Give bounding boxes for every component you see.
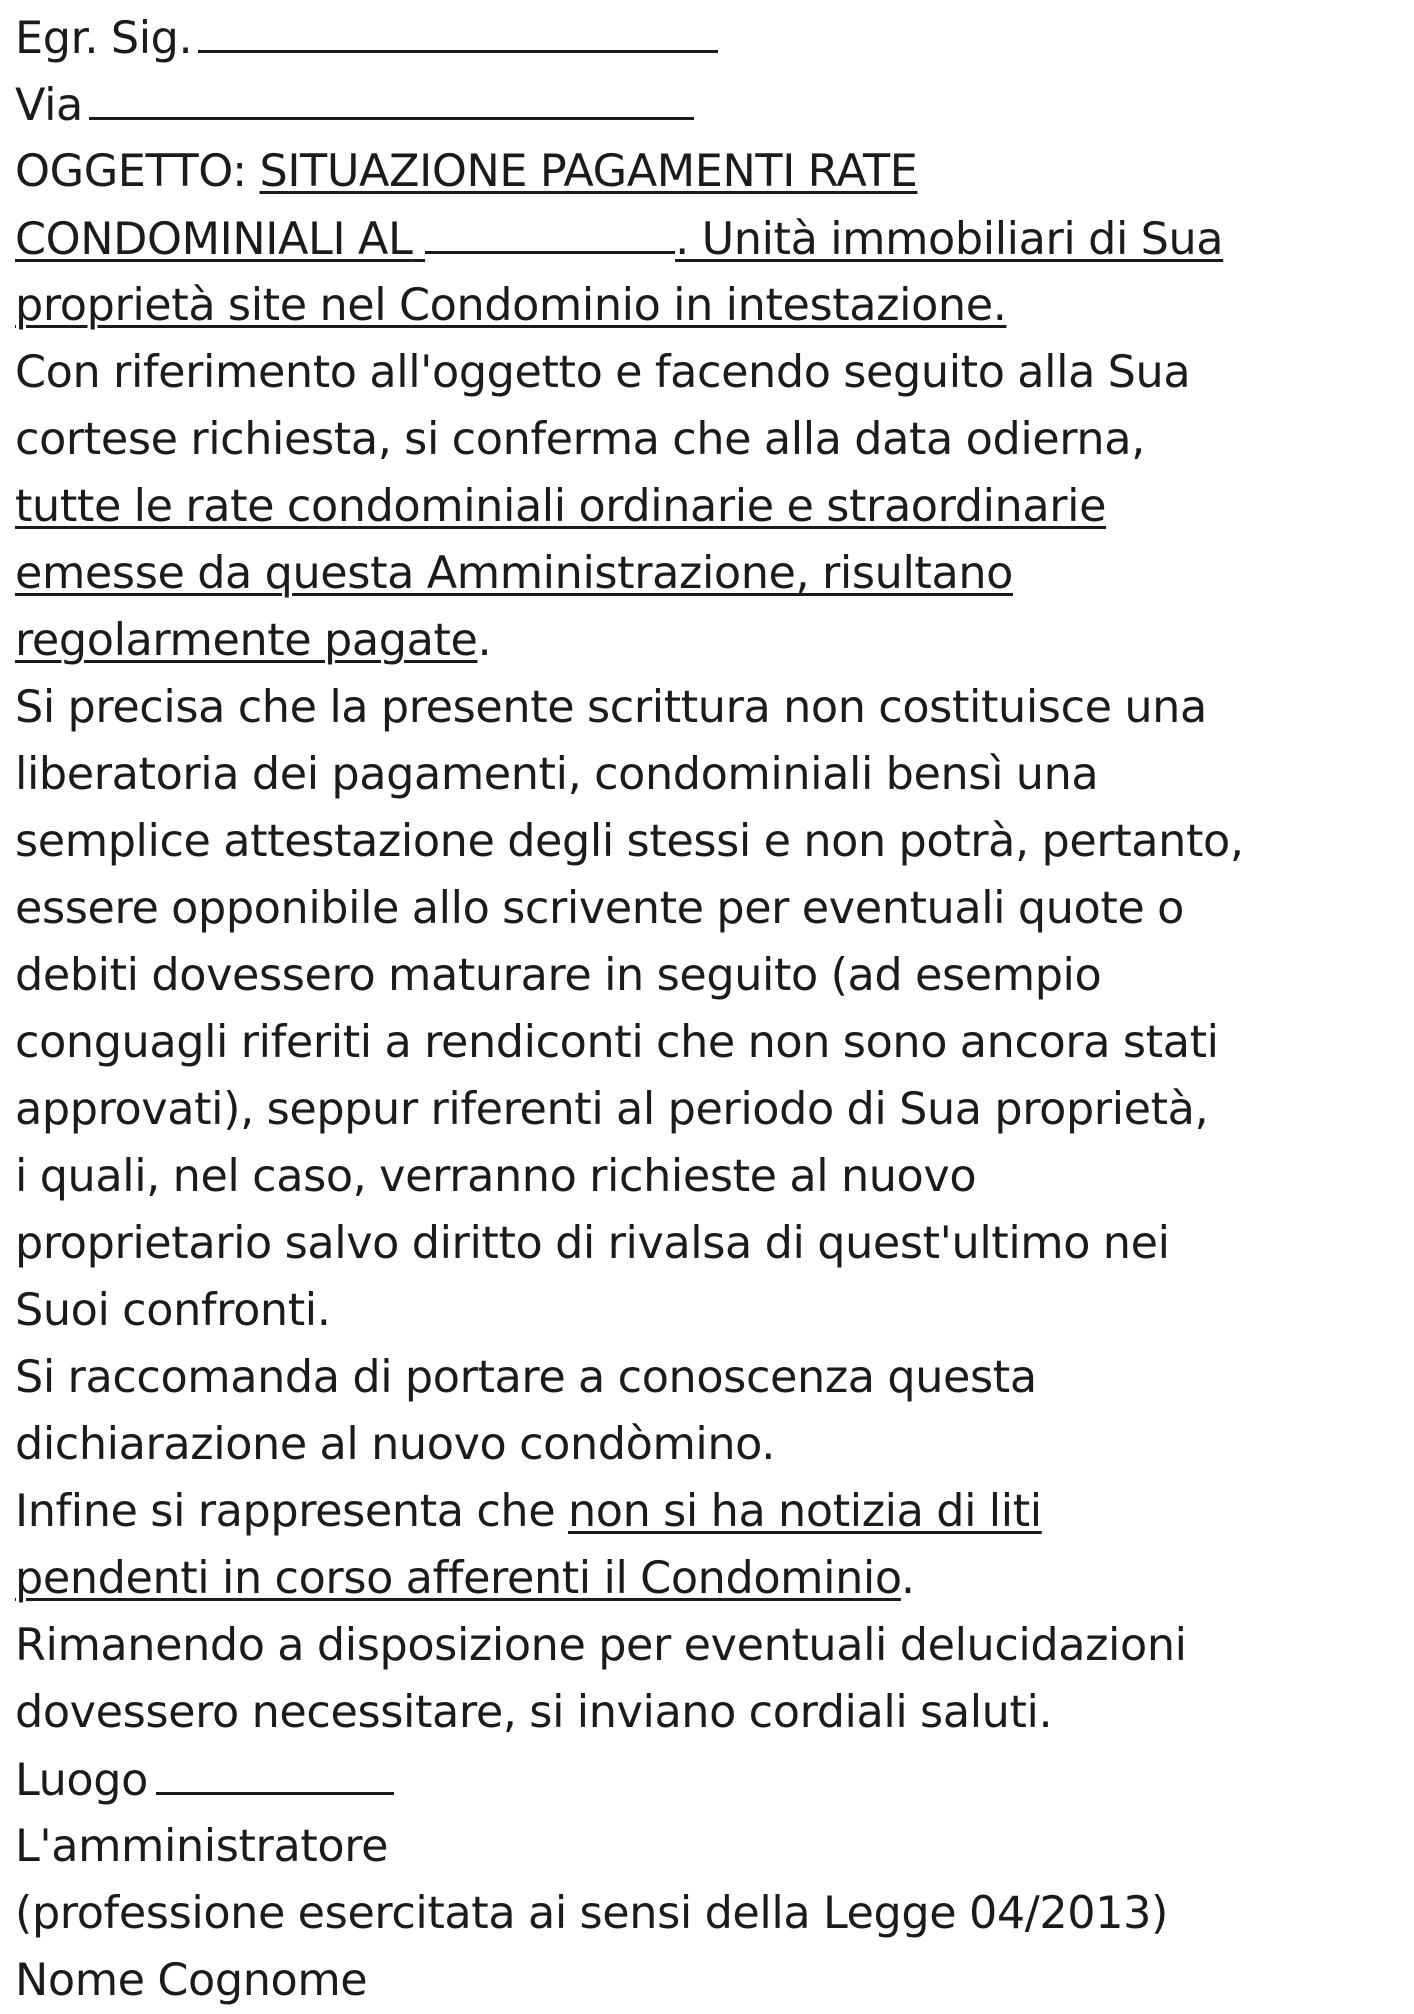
recipient-name-line (15, 4, 1405, 71)
law-note: (professione esercitata ai sensi della Legge 04/2013) (15, 1888, 1168, 1939)
street-label: Via (15, 80, 83, 131)
body-line: Suoi confronti. (15, 1285, 331, 1336)
place-line (15, 1746, 1405, 1813)
subject-date-blank (425, 205, 675, 254)
body-line: proprietario salvo diritto di rivalsa di quest'ultimo nei (15, 1218, 1170, 1269)
body-line: approvati), seppur riferenti al periodo di Sua proprietà, (15, 1084, 1209, 1135)
body-line: Con riferimento all'oggetto e facendo seguito alla Sua (15, 347, 1191, 398)
subject-line-1 (15, 138, 1405, 205)
body-underlined-text: regolarmente pagate (15, 615, 478, 666)
body-line: debiti dovessero maturare in seguito (ad esempio (15, 950, 1102, 1001)
body-underlined-text: non si ha notizia di liti (567, 1486, 1042, 1537)
body-line (15, 473, 1405, 540)
body-line: Si raccomanda di portare a conoscenza questa (15, 1352, 1037, 1403)
recipient-street-line (15, 71, 1405, 138)
place-blank (156, 1746, 394, 1795)
body-line: conguagli riferiti a rendiconti che non sono ancora stati (15, 1017, 1219, 1068)
signature-role: L'amministratore (15, 1821, 389, 1872)
body-line: essere opponibile allo scrivente per eventuali quote o (15, 883, 1184, 934)
signature-name: Nome Cognome (15, 1955, 368, 2006)
subject-line-2 (15, 205, 1405, 272)
subject-label: OGGETTO: (15, 146, 247, 197)
body-line: regolarmente pagate. (15, 615, 492, 666)
letter-document (15, 4, 1405, 2014)
salutation-text: Egr. Sig. (15, 13, 193, 64)
recipient-street-blank (89, 71, 694, 120)
body-line: liberatoria dei pagamenti, condominiali bensì una (15, 749, 1099, 800)
subject-line-3 (15, 272, 1405, 339)
body-line: Si precisa che la presente scrittura non costituisce una (15, 682, 1207, 733)
body-line: Rimanendo a disposizione per eventuali delucidazioni (15, 1620, 1187, 1671)
body-line: dovessero necessitare, si inviano cordiali saluti. (15, 1687, 1053, 1738)
body-underlined-text: emesse da questa Amministrazione, risultano (15, 548, 1013, 599)
body-underlined-text: pendenti in corso afferenti il Condominio (15, 1553, 901, 1604)
body-line: i quali, nel caso, verranno richieste al nuovo (15, 1151, 977, 1202)
body-line: dichiarazione al nuovo condòmino. (15, 1419, 775, 1470)
recipient-name-blank (198, 4, 718, 53)
place-label: Luogo (15, 1755, 148, 1806)
body-line: semplice attestazione degli stessi e non potrà, pertanto, (15, 816, 1244, 867)
body-line (15, 540, 1405, 607)
subject-text-3: proprietà site nel Condominio in intestazione. (15, 280, 1007, 331)
body-line: Infine si rappresenta che non si ha notizia di liti (15, 1486, 1042, 1537)
subject-text-2a: CONDOMINIALI AL (15, 214, 413, 265)
subject-text-2b: . Unità immobiliari di Sua (675, 214, 1224, 265)
body-underlined-text: tutte le rate condominiali ordinarie e straordinarie (15, 481, 1107, 532)
body-line: cortese richiesta, si conferma che alla data odierna, (15, 414, 1145, 465)
subject-text-1: SITUAZIONE PAGAMENTI RATE (259, 146, 918, 197)
body-line: pendenti in corso afferenti il Condominio. (15, 1553, 915, 1604)
